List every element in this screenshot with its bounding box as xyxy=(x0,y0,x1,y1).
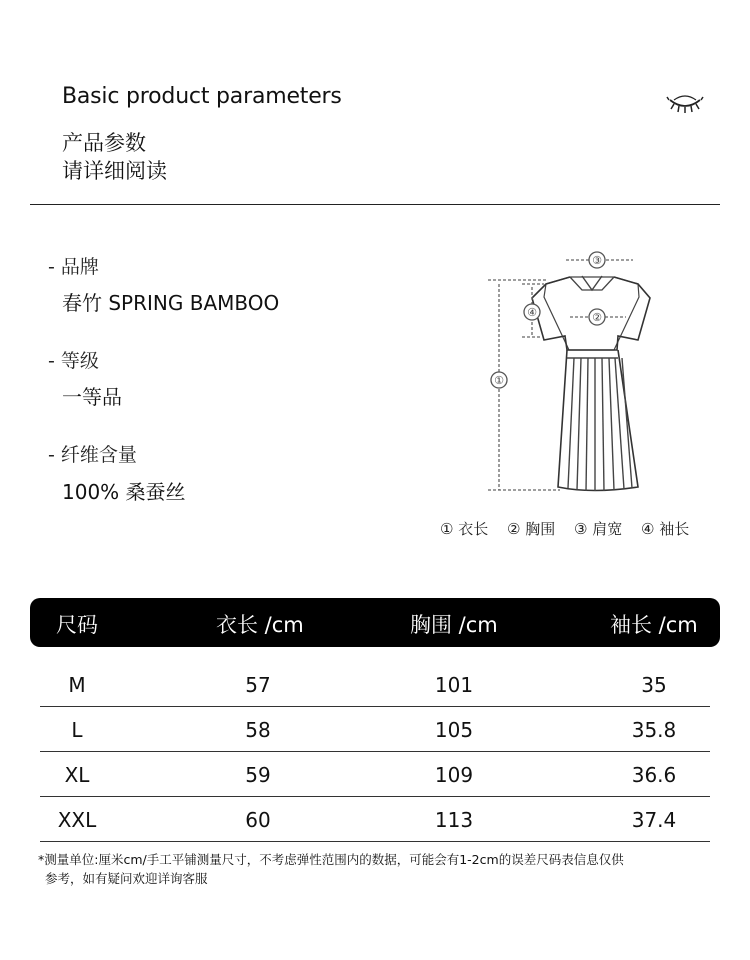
title-english: Basic product parameters xyxy=(62,84,342,109)
note-line-2: 参考，如有疑问欢迎详询客服 xyxy=(45,871,208,886)
legend-sleeve: ④ 袖长 xyxy=(641,520,690,538)
fiber-value: 100% 桑蚕丝 xyxy=(62,480,186,504)
legend-chest: ② 胸围 xyxy=(507,520,556,538)
cell-length: 60 xyxy=(245,808,271,832)
legend-shoulder: ③ 肩宽 xyxy=(574,520,623,538)
cell-size: XXL xyxy=(57,808,97,832)
size-table-body xyxy=(40,662,710,842)
cell-size: M xyxy=(68,673,86,697)
table-row xyxy=(40,797,710,842)
size-table-header xyxy=(30,598,720,647)
header-size: 尺码 xyxy=(56,613,98,637)
diagram-legend xyxy=(440,518,689,539)
header-chest: 胸围 /cm xyxy=(410,613,498,637)
cell-length: 57 xyxy=(245,673,271,697)
header-divider xyxy=(30,204,720,205)
cell-sleeve: 37.4 xyxy=(631,808,677,832)
subtitle-chinese: 请详细阅读 xyxy=(62,159,167,183)
cell-size: L xyxy=(71,718,83,742)
title-chinese: 产品参数 xyxy=(62,131,146,155)
measurement-note xyxy=(38,850,728,888)
marker-sleeve: ④ xyxy=(527,306,537,319)
cell-length: 58 xyxy=(245,718,271,742)
cell-sleeve: 35.8 xyxy=(631,718,677,742)
legend-length: ① 衣长 xyxy=(440,520,489,538)
table-row xyxy=(40,707,710,752)
table-row xyxy=(40,752,710,797)
closed-eye-icon xyxy=(664,88,706,122)
grade-label: - 等级 xyxy=(48,350,99,372)
fiber-label: - 纤维含量 xyxy=(48,444,137,466)
header-sleeve: 袖长 /cm xyxy=(610,613,698,637)
header-length: 衣长 /cm xyxy=(216,613,304,637)
cell-chest: 101 xyxy=(434,673,474,697)
marker-length: ① xyxy=(494,374,504,387)
brand-value: 春竹 SPRING BAMBOO xyxy=(62,291,280,315)
dress-measurement-diagram xyxy=(470,240,690,510)
table-row xyxy=(40,662,710,707)
cell-sleeve: 36.6 xyxy=(631,763,677,787)
note-line-1: *测量单位:厘米cm/手工平铺测量尺寸，不考虑弹性范围内的数据，可能会有1-2cm的误差尺码表信息仅供 xyxy=(38,852,624,867)
marker-chest: ② xyxy=(592,311,602,324)
cell-chest: 109 xyxy=(434,763,474,787)
cell-chest: 113 xyxy=(434,808,474,832)
cell-length: 59 xyxy=(245,763,271,787)
grade-value: 一等品 xyxy=(62,385,122,409)
brand-label: - 品牌 xyxy=(48,256,99,278)
cell-chest: 105 xyxy=(434,718,474,742)
cell-size: XL xyxy=(64,763,90,787)
cell-sleeve: 35 xyxy=(641,673,667,697)
marker-shoulder: ③ xyxy=(592,254,602,267)
